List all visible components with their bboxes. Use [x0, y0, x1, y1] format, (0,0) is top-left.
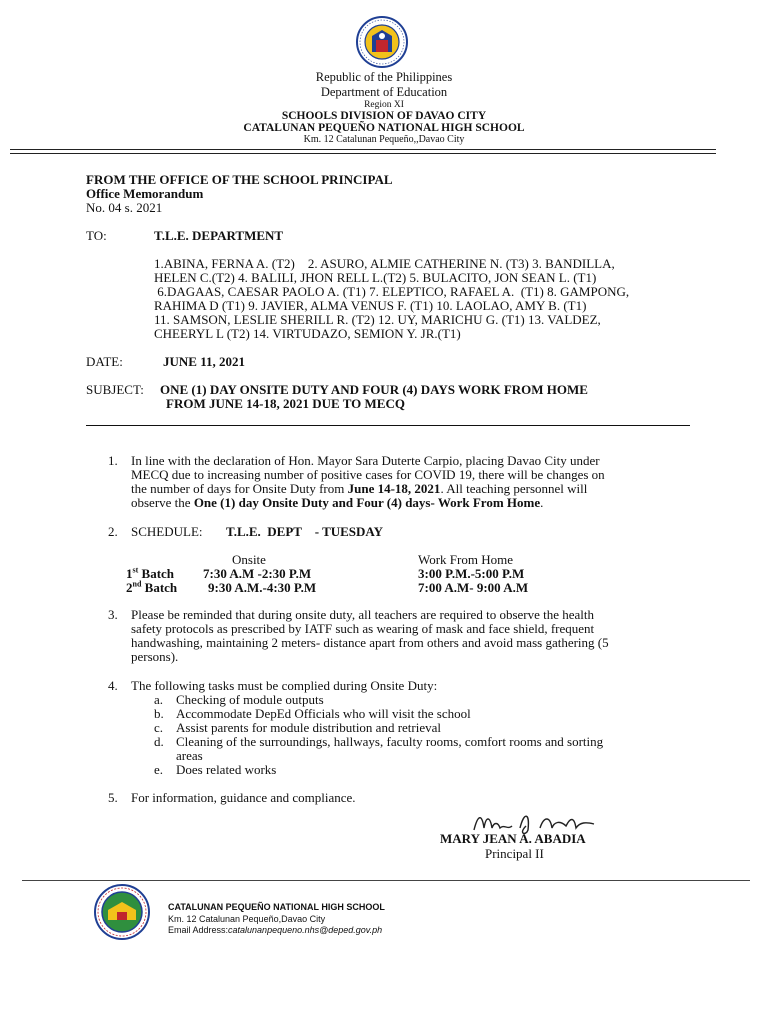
- recipients-line-4: RAHIMA D (T1) 9. JAVIER, ALMA VENUS F. (T1) 10. LAOLAO, AMY B. (T1): [154, 298, 587, 313]
- item-1-line-4a: observe the: [131, 495, 194, 510]
- task-d-letter: d.: [154, 734, 164, 749]
- task-a-letter: a.: [154, 692, 164, 707]
- item-1-line-4c: .: [540, 495, 544, 510]
- task-d-text-2: areas: [176, 748, 203, 763]
- schedule-label: SCHEDULE:: [131, 524, 203, 539]
- item-3-line-1: Please be reminded that during onsite duty, all teachers are required to observe the health: [131, 607, 595, 622]
- header-region: Region XI: [364, 100, 404, 110]
- to-label: TO:: [86, 228, 107, 243]
- item-3-line-2: safety protocols as prescribed by IATF such as wearing of mask and face shield, frequent: [131, 621, 595, 636]
- subject-label: SUBJECT:: [86, 382, 144, 397]
- item-5-number: 5.: [108, 790, 118, 805]
- task-e-letter: e.: [154, 762, 164, 777]
- header-department: Department of Education: [320, 85, 448, 99]
- item-1-line-3a: the number of days for Onsite Duty from: [131, 481, 348, 496]
- item-3-text: [131, 608, 689, 664]
- item-1-line-2: MECQ due to increasing number of positive cases for COVID 19, there will be changes on: [131, 467, 605, 482]
- item-4-text: The following tasks must be complied during Onsite Duty:: [131, 678, 438, 693]
- recipients-line-3: 6.DAGAAS, CAESAR PAOLO A. (T1) 7. ELEPTICO, RAFAEL A. (T1) 8. GAMPONG,: [154, 284, 630, 299]
- footer-email-value: catalunanpequeno.nhs@deped.gov.ph: [228, 925, 383, 935]
- recipients-line-2: HELEN C.(T2) 4. BALILI, JHON RELL L.(T2) 5. BULACITO, JON SEAN L. (T1): [154, 270, 597, 285]
- item-5-text: For information, guidance and compliance.: [131, 790, 356, 805]
- item-4-number: 4.: [108, 678, 118, 693]
- batch-1-wfh: 3:00 P.M.-5:00 P.M: [418, 566, 525, 581]
- item-1-duty-scheme: One (1) day Onsite Duty and Four (4) days- Work From Home: [193, 495, 541, 510]
- task-a-text: Checking of module outputs: [176, 692, 324, 707]
- memo-number: No. 04 s. 2021: [86, 200, 163, 215]
- footer-divider: [22, 880, 750, 881]
- footer-email: [168, 925, 382, 936]
- batch-1-label: 1st Batch: [126, 565, 175, 581]
- subject-divider: [86, 425, 690, 426]
- item-1-dates: June 14-18, 2021: [347, 481, 441, 496]
- deped-seal-logo: [342, 16, 422, 68]
- recipients-line-6: CHEERYL L (T2) 14. VIRTUDAZO, SEMION Y. JR.(T1): [154, 326, 461, 341]
- item-1-number: 1.: [108, 453, 118, 468]
- batch-2-onsite: 9:30 A.M.-4:30 P.M: [208, 580, 317, 595]
- memo-from: FROM THE OFFICE OF THE SCHOOL PRINCIPAL: [86, 172, 393, 187]
- task-e-text: Does related works: [176, 762, 277, 777]
- item-3-line-4: persons).: [131, 649, 179, 664]
- schedule-col-onsite: Onsite: [232, 552, 266, 567]
- task-b-letter: b.: [154, 706, 164, 721]
- item-1-line-3: [131, 482, 689, 496]
- header-school: CATALUNAN PEQUEÑO NATIONAL HIGH SCHOOL: [243, 122, 525, 134]
- header-division: SCHOOLS DIVISION OF DAVAO CITY: [281, 110, 487, 122]
- item-2-number: 2.: [108, 524, 118, 539]
- task-b-text: Accommodate DepEd Officials who will visit the school: [176, 706, 471, 721]
- date-value: JUNE 11, 2021: [163, 354, 245, 369]
- signatory-title: Principal II: [485, 846, 544, 861]
- school-seal-logo: [86, 884, 158, 940]
- date-label: DATE:: [86, 354, 123, 369]
- subject-line-1: ONE (1) DAY ONSITE DUTY AND FOUR (4) DAYS WORK FROM HOME: [160, 382, 588, 397]
- batch-1-onsite: 7:30 A.M -2:30 P.M: [203, 566, 312, 581]
- schedule-value: T.L.E. DEPT - TUESDAY: [226, 524, 384, 539]
- recipients-line-5: 11. SAMSON, LESLIE SHERILL R. (T2) 12. UY, MARICHU G. (T1) 13. VALDEZ,: [154, 312, 601, 327]
- batch-2-label: 2nd Batch: [126, 579, 178, 595]
- item-1-line-3c: . All teaching personnel will: [440, 481, 588, 496]
- to-value: T.L.E. DEPARTMENT: [154, 228, 284, 243]
- item-1-text: [131, 454, 689, 510]
- item-1-line-4: [131, 496, 689, 510]
- footer-address: Km. 12 Catalunan Pequeño,Davao City: [168, 914, 326, 924]
- signatory-name: MARY JEAN A. ABADIA: [440, 831, 586, 846]
- footer-school: CATALUNAN PEQUEÑO NATIONAL HIGH SCHOOL: [168, 902, 385, 912]
- header-republic: Republic of the Philippines: [315, 70, 453, 84]
- schedule-col-wfh: Work From Home: [418, 552, 513, 567]
- item-1-line-1: In line with the declaration of Hon. Mayor Sara Duterte Carpio, placing Davao City under: [131, 453, 600, 468]
- item-3-line-3: handwashing, maintaining 2 meters- distance apart from others and avoid mass gathering (5: [131, 635, 609, 650]
- batch-2-wfh: 7:00 A.M- 9:00 A.M: [418, 580, 529, 595]
- footer-email-label: Email Address:: [168, 925, 229, 935]
- subject-line-2: FROM JUNE 14-18, 2021 DUE TO MECQ: [166, 396, 405, 411]
- recipients-line-1: 1.ABINA, FERNA A. (T2) 2. ASURO, ALMIE CATHERINE N. (T3) 3. BANDILLA,: [154, 256, 615, 271]
- header-address: Km. 12 Catalunan Pequeño,,Davao City: [303, 134, 465, 145]
- item-3-number: 3.: [108, 607, 118, 622]
- task-c-letter: c.: [154, 720, 164, 735]
- task-c-text: Assist parents for module distribution and retrieval: [176, 720, 442, 735]
- header-divider: [10, 149, 716, 154]
- memo-type: Office Memorandum: [86, 186, 204, 201]
- task-d-text: Cleaning of the surroundings, hallways, faculty rooms, comfort rooms and sorting: [176, 734, 604, 749]
